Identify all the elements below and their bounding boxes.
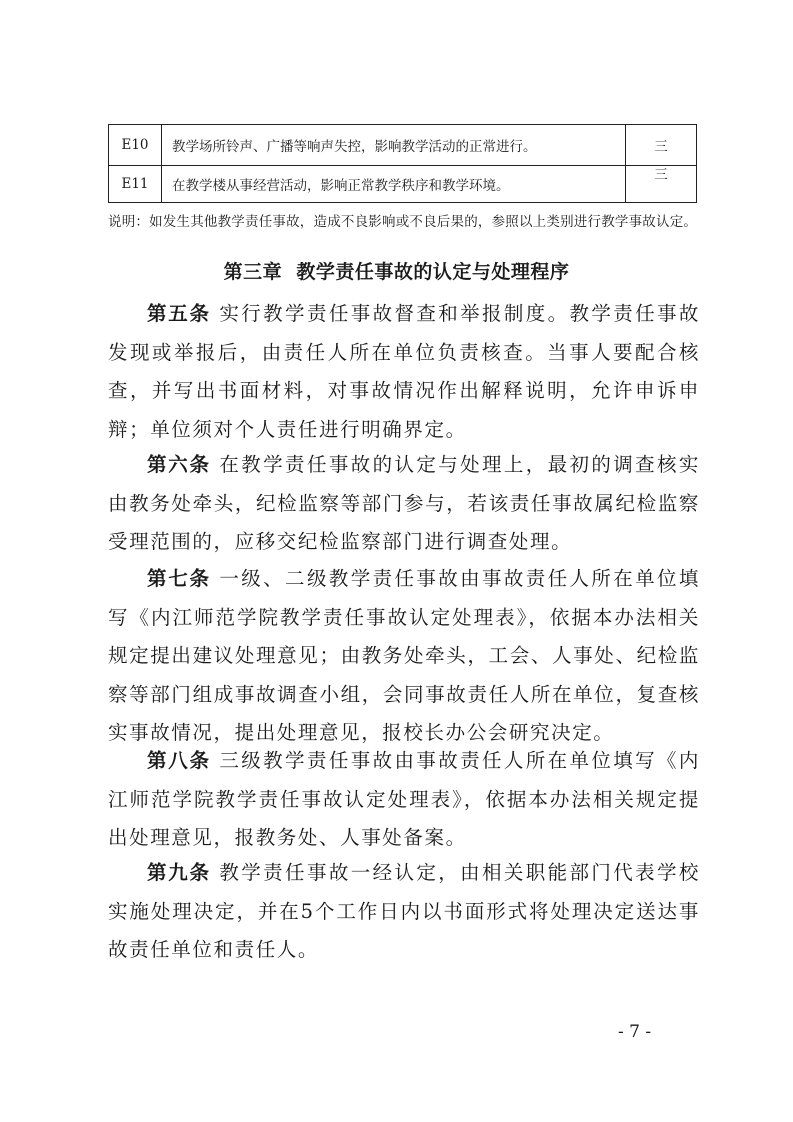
article-title: 第五条: [147, 302, 211, 325]
table-row: [109, 166, 697, 203]
article-title: 第六条: [147, 453, 211, 476]
article-text: 在教学责任事故的认定与处理上，最初的调查核实由教务处牵头，纪检监察等部门参与，若该责任事故属纪检监察受理范围的，应移交纪检监察部门进行调查处理。: [108, 453, 700, 554]
article-6: [108, 446, 700, 562]
article-text: 三级教学责任事故由事故责任人所在单位填写《内江师范学院教学责任事故认定处理表》，依据本办法相关规定提出处理意见，报教务处、人事处备案。: [108, 749, 700, 850]
table-cell-description: 教学场所铃声、广播等响声失控，影响教学活动的正常进行。: [162, 125, 626, 166]
article-title: 第七条: [147, 567, 211, 590]
article-8: [108, 742, 700, 858]
table-cell-code: E10: [109, 125, 162, 166]
article-9: [108, 854, 700, 970]
accident-table: [108, 124, 697, 203]
table-cell-level: 三: [626, 125, 697, 166]
table-row: [109, 125, 697, 166]
table-cell-code: E11: [109, 166, 162, 203]
article-text: 一级、二级教学责任事故由事故责任人所在单位填写《内江师范学院教学责任事故认定处理表》，依据本办法相关规定提出建议处理意见；由教务处牵头，工会、人事处、纪检监察等部门组成事故调查小组，会同事故责任人所在单位，复查核实事故情况，提出处理意见，报校长办公会研究决定。: [108, 567, 700, 745]
article-title: 第九条: [147, 861, 211, 884]
article-text: 实行教学责任事故督查和举报制度。教学责任事故发现或举报后，由责任人所在单位负责核查。当事人要配合核查，并写出书面材料，对事故情况作出解释说明，允许申诉申辩；单位须对个人责任进行明确界定。: [108, 302, 700, 441]
table-note: 说明：如发生其他教学责任事故，造成不良影响或不良后果的，参照以上类别进行教学事故认定。: [108, 214, 698, 230]
chapter-title: 第三章 教学责任事故的认定与处理程序: [223, 261, 570, 283]
article-7: [108, 560, 700, 753]
page-number: - 7 -: [618, 1022, 652, 1042]
table-cell-level: 三: [626, 166, 697, 203]
article-5: [108, 295, 700, 449]
article-text: 教学责任事故一经认定，由相关职能部门代表学校实施处理决定，并在5个工作日内以书面形式将处理决定送达事故责任单位和责任人。: [108, 861, 700, 962]
table-cell-description: 在教学楼从事经营活动，影响正常教学秩序和教学环境。: [162, 166, 626, 203]
article-title: 第八条: [147, 749, 211, 772]
